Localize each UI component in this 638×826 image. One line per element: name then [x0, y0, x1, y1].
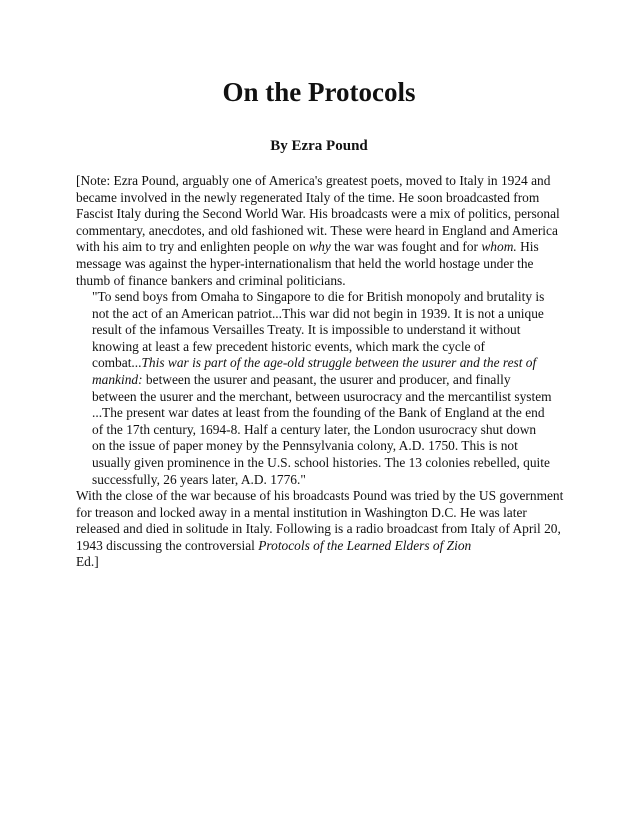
- author-byline: By Ezra Pound: [270, 138, 368, 154]
- quote-text-1: "To send boys from Omaha to Singapore to die for British monopoly and brutality is not the act of an American patriot...This war did not begin in 1939. It is not a unique result of the infamous Versailles Treaty. It is impossible to understand it without knowing at least a few precedent historic events, which mark the cycle of combat...: [92, 289, 545, 371]
- note-text-3: His message was against the hyper-internationalism that held the world hostage under the thumb of finance bankers and criminal politicians.: [76, 239, 539, 288]
- note-italic-whom: whom.: [481, 239, 517, 255]
- page-title: On the Protocols: [222, 77, 416, 107]
- closing-text-2: Ed.]: [76, 554, 99, 570]
- note-text-2: the war was fought and for: [330, 239, 482, 255]
- note-text-1: [Note: Ezra Pound, arguably one of America's greatest poets, moved to Italy in 1924 and became involved in the newly regenerated Italy of the time. He soon broadcasted from Fascist Italy during the Second World War. His broadcasts were a mix of politics, personal commentary, anecdotes, and old fashioned wit. These were heard in England and America with his aim to try and enlighten people on: [76, 173, 560, 255]
- pound-quote-paragraph: [92, 289, 552, 488]
- closing-italic-protocols-title: Protocols of the Learned Elders of Zion: [258, 537, 472, 553]
- editor-note-paragraph: [76, 173, 566, 289]
- note-italic-why: why: [309, 239, 331, 255]
- closing-text-1: With the close of the war because of his broadcasts Pound was tried by the US government for treason and locked away in a mental institution in Washington D.C. He was later released and died in solitude in Italy. Following is a radio broadcast from Italy of April 20, 1943 discussing the controversial: [76, 488, 564, 553]
- closing-note-paragraph: [76, 488, 566, 571]
- quote-text-2: between the usurer and peasant, the usurer and producer, and finally between the usurer and the merchant, between usurocracy and the mercantilist system ...The present war dates at least from the founding of the Bank of England at the end of the 17th century, 1694-8. Half a century later, the London usurocracy shut down on the issue of paper money by the Pennsylvania colony, A.D. 1750. This is not usually given prominence in the U.S. school histories. The 13 colonies rebelled, quite successfully, 26 years later, A.D. 1776.": [92, 371, 552, 487]
- quote-italic-struggle: This war is part of the age-old struggle between the usurer and the rest of mankind:: [92, 355, 537, 387]
